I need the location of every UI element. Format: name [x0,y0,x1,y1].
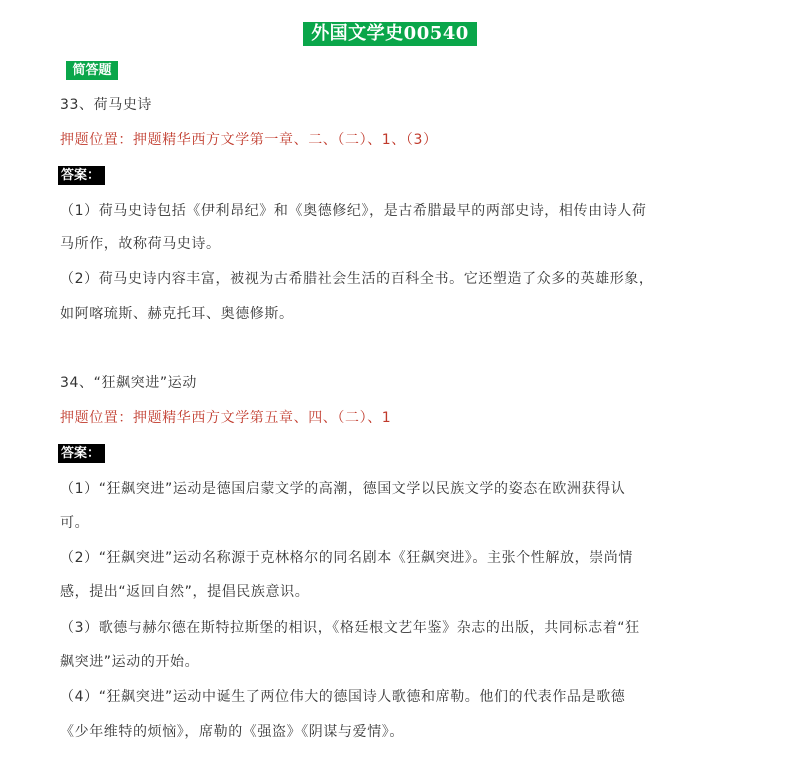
answer-line: （2）“狂飙突进”运动名称源于克林格尔的同名剧本《狂飙突进》。主张个性解放，崇尚情 [60,550,634,566]
answer-line: 《少年维特的烦恼》，席勒的《强盗》《阴谋与爱情》。 [60,724,404,740]
answer-line: 感，提出“返回自然”，提倡民族意识。 [60,584,310,600]
answer-line: 飙突进”运动的开始。 [60,654,200,670]
answer-line: （1）“狂飙突进”运动是德国启蒙文学的高潮，德国文学以民族文学的姿态在欧洲获得认 [60,481,626,497]
question-location: 押题位置：押题精华西方文学第一章、二、（二）、1、（3） [60,132,438,148]
answer-line: （1）荷马史诗包括《伊利昂纪》和《奥德修纪》，是古希腊最早的两部史诗，相传由诗人荷 [60,203,647,219]
answer-line: 可。 [60,515,90,531]
answer-label: 答案： [58,444,105,463]
answer-label: 答案： [58,166,105,185]
answer-line: 如阿喀琉斯、赫克托耳、奥德修斯。 [60,306,294,322]
answer-line: 马所作，故称荷马史诗。 [60,236,221,252]
section-label: 简答题 [66,61,118,80]
document-title: 外国文学史00540 [303,22,477,46]
question-location: 押题位置：押题精华西方文学第五章、四、（二）、1 [60,410,392,426]
question-title: 34、“狂飙突进”运动 [60,375,197,391]
answer-line: （4）“狂飙突进”运动中诞生了两位伟大的德国诗人歌德和席勒。他们的代表作品是歌德 [60,689,626,705]
question-title: 33、荷马史诗 [60,97,153,113]
answer-line: （3）歌德与赫尔德在斯特拉斯堡的相识，《格廷根文艺年鉴》杂志的出版，共同标志着“狂 [60,620,640,636]
answer-line: （2）荷马史诗内容丰富，被视为古希腊社会生活的百科全书。它还塑造了众多的英雄形象， [60,271,654,287]
